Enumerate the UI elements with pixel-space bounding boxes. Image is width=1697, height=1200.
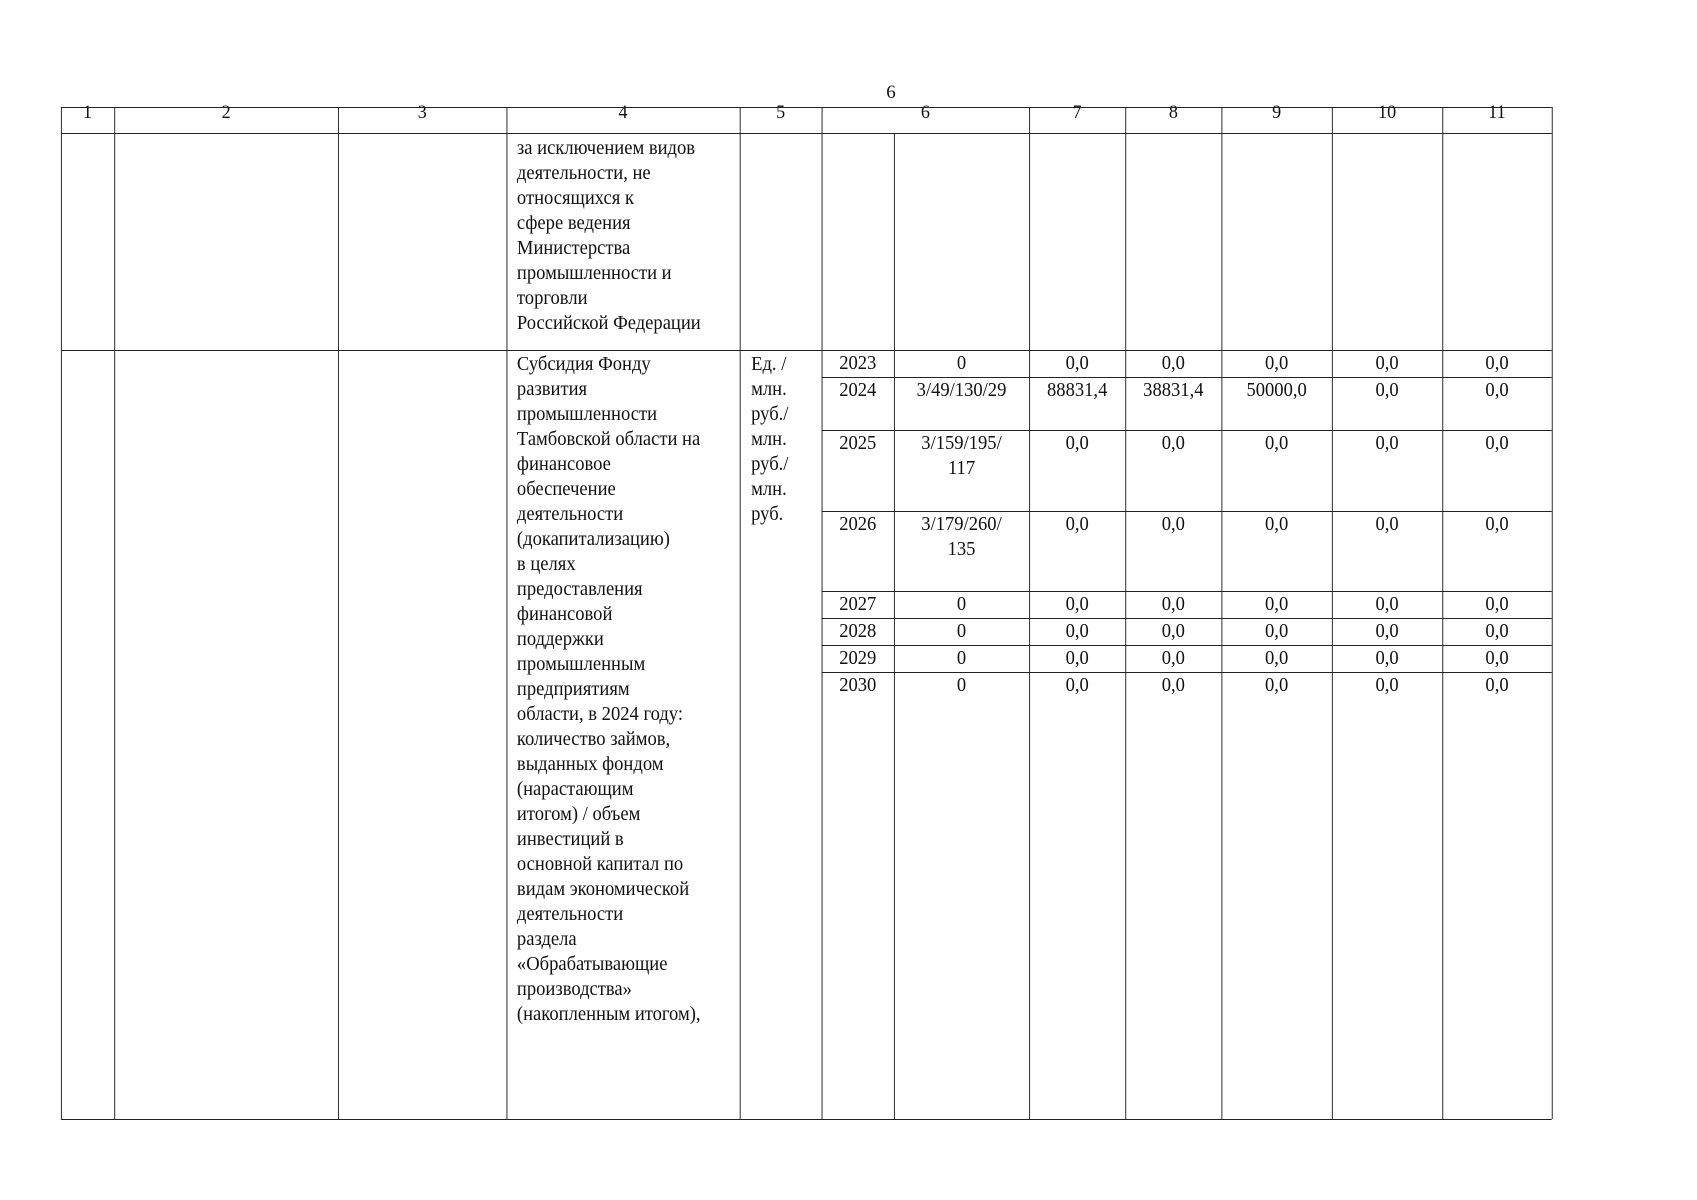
value-cell: 38831,4: [1143, 380, 1204, 401]
year-cell: 2024: [839, 380, 877, 401]
col-line-3: [506, 107, 507, 1119]
target-cell: 0: [956, 675, 967, 696]
value-cell: 0,0: [1375, 594, 1399, 615]
value-cell: 0,0: [1485, 648, 1509, 669]
block1-description: за исключением видов деятельности, не относящихся к сфере ведения Министерства промышленности и торговли Российской Федерации: [516, 138, 701, 334]
value-cell: 0,0: [1161, 433, 1185, 454]
year-cell: 2023: [839, 353, 877, 374]
target-cell: 3/49/130/29: [916, 380, 1007, 401]
value-cell: 0,0: [1265, 594, 1289, 615]
value-cell: 0,0: [1375, 433, 1399, 454]
value-cell: 0,0: [1485, 353, 1509, 374]
target-cell: 3/159/195/ 117: [921, 433, 1002, 479]
year-cell: 2029: [839, 648, 877, 669]
total-cell: 0,0: [1065, 648, 1089, 669]
total-cell: 0,0: [1065, 675, 1089, 696]
col-line-11: [1552, 107, 1553, 1119]
col-line-0: [61, 107, 62, 1119]
column-header-9: 9: [1272, 102, 1282, 123]
total-cell: 0,0: [1065, 514, 1089, 535]
value-cell: 0,0: [1375, 353, 1399, 374]
total-cell: 0,0: [1065, 353, 1089, 374]
value-cell: 0,0: [1161, 594, 1185, 615]
year-cell: 2026: [839, 514, 877, 535]
year-cell: 2030: [839, 675, 877, 696]
table-top-border: [61, 107, 1552, 108]
value-cell: 0,0: [1161, 675, 1185, 696]
value-cell: 0,0: [1485, 621, 1509, 642]
year-cell: 2027: [839, 594, 877, 615]
year-cell: 2028: [839, 621, 877, 642]
col-line-1: [114, 107, 115, 1119]
value-cell: 0,0: [1161, 648, 1185, 669]
target-cell: 0: [956, 621, 967, 642]
value-cell: 0,0: [1265, 621, 1289, 642]
column-header-3: 3: [417, 102, 427, 123]
column-header-7: 7: [1072, 102, 1082, 123]
column-header-6: 6: [920, 102, 930, 123]
col-line-4: [740, 107, 741, 1119]
value-cell: 0,0: [1485, 594, 1509, 615]
value-cell: 0,0: [1485, 433, 1509, 454]
total-cell: 0,0: [1065, 433, 1089, 454]
target-cell: 0: [956, 353, 967, 374]
column-header-11: 11: [1488, 102, 1506, 123]
value-cell: 0,0: [1375, 621, 1399, 642]
column-header-5: 5: [776, 102, 786, 123]
block2-unit: Ед. / млн. руб./ млн. руб./ млн. руб.: [751, 354, 789, 525]
total-cell: 0,0: [1065, 621, 1089, 642]
table-bottom-border: [61, 1119, 1552, 1120]
value-cell: 0,0: [1375, 514, 1399, 535]
value-cell: 0,0: [1375, 648, 1399, 669]
target-cell: 0: [956, 648, 967, 669]
value-cell: 0,0: [1161, 353, 1185, 374]
value-cell: 0,0: [1485, 380, 1509, 401]
page-number: 6: [886, 82, 896, 103]
value-cell: 0,0: [1375, 380, 1399, 401]
value-cell: 0,0: [1485, 675, 1509, 696]
year-cell: 2025: [839, 433, 877, 454]
value-cell: 50000,0: [1246, 380, 1307, 401]
value-cell: 0,0: [1265, 514, 1289, 535]
column-header-4: 4: [618, 102, 628, 123]
target-cell: 3/179/260/ 135: [921, 514, 1002, 560]
value-cell: 0,0: [1265, 433, 1289, 454]
column-header-2: 2: [221, 102, 231, 123]
target-cell: 0: [956, 594, 967, 615]
value-cell: 0,0: [1265, 675, 1289, 696]
value-cell: 0,0: [1265, 648, 1289, 669]
value-cell: 0,0: [1485, 514, 1509, 535]
total-cell: 0,0: [1065, 594, 1089, 615]
value-cell: 0,0: [1265, 353, 1289, 374]
column-header-8: 8: [1168, 102, 1178, 123]
column-header-1: 1: [83, 102, 93, 123]
header-bottom-border: [61, 133, 1552, 134]
value-cell: 0,0: [1161, 514, 1185, 535]
total-cell: 88831,4: [1047, 380, 1108, 401]
value-cell: 0,0: [1375, 675, 1399, 696]
col-line-2: [338, 107, 339, 1119]
block2-description: Субсидия Фонду развития промышленности Тамбовской области на финансовое обеспечение деятельности (докапитализацию) в целях предоставления финансовой поддержки промышленным предприятиям области, в 2024 году: количество займов, выданных фондом (нарастающим итогом) / объем инвестиций в основной капитал по видам экономической деятельности раздела «Обрабатывающие производства» (накопленным итогом),: [516, 354, 701, 1025]
column-header-10: 10: [1378, 102, 1397, 123]
value-cell: 0,0: [1161, 621, 1185, 642]
